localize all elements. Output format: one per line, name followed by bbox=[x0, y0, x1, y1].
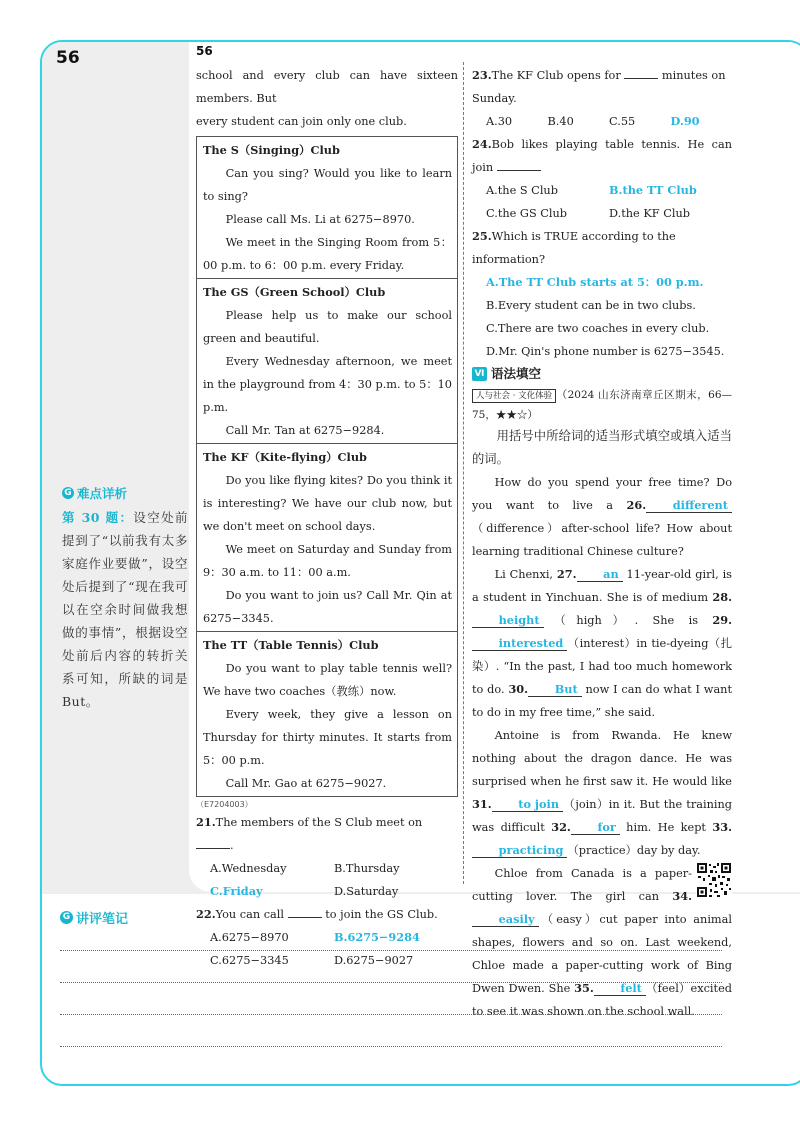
options bbox=[196, 926, 458, 972]
question-number: 23. bbox=[472, 68, 492, 82]
column-divider bbox=[463, 62, 464, 884]
page-number-small: 56 bbox=[196, 44, 213, 58]
question-number: 22. bbox=[196, 907, 216, 921]
club-heading: The S（Singing）Club bbox=[203, 143, 340, 157]
answer-30: But bbox=[528, 682, 582, 697]
question-text: You can call bbox=[215, 908, 285, 921]
club-line: We meet on Saturday and Sunday from 9：30 a.m. to 11：00 a.m. bbox=[203, 543, 452, 579]
passage-paragraph: Antoine is from Rwanda. He knew nothing about the dragon dance. He was surprised when he first saw it. He would like 31. to join （join）in it. But the training was difficult 32. for him. He kept 33.practicing （practice）day by day. bbox=[472, 729, 732, 857]
club-singing bbox=[197, 137, 457, 279]
question-number: 25. bbox=[472, 229, 492, 243]
section-icon: Ⅵ bbox=[472, 367, 487, 381]
club-line: Can you sing? Would you like to learn to sing? bbox=[203, 167, 452, 203]
answer-blank bbox=[624, 67, 658, 79]
question-text: The members of the S Club meet on bbox=[215, 816, 423, 829]
option-b-answer: B.6275−9284 bbox=[334, 930, 420, 944]
question-text: The KF Club opens for bbox=[491, 69, 621, 82]
answer-blank bbox=[196, 837, 230, 849]
section-heading bbox=[472, 363, 732, 385]
page-number: 56 bbox=[56, 48, 80, 68]
answer-29: interested bbox=[472, 636, 567, 651]
intro-line: school and every club can have sixteen members. But bbox=[196, 69, 458, 105]
answer-33: practicing bbox=[472, 843, 567, 858]
option-c: C.the GS Club bbox=[486, 207, 568, 220]
question-code: （E7204003） bbox=[196, 800, 253, 809]
option-c: C.6275−3345 bbox=[210, 954, 289, 967]
answer-31: to join bbox=[492, 797, 563, 812]
club-line: Please call Ms. Li at 6275−8970. bbox=[225, 213, 415, 226]
note-line bbox=[60, 950, 722, 951]
section-source bbox=[472, 385, 732, 425]
club-table-tennis bbox=[197, 632, 457, 796]
passage-paragraph: How do you spend your free time? Do you want to live a 26. different（difference）after-school life? How about learning traditional Chinese culture? bbox=[472, 476, 732, 558]
option-d: D.the KF Club bbox=[609, 207, 690, 220]
question-21 bbox=[196, 811, 458, 903]
notes-icon: G bbox=[60, 911, 73, 924]
question-23 bbox=[472, 64, 732, 133]
option-b: B.40 bbox=[547, 115, 574, 128]
question-text-end: minutes on Sunday. bbox=[472, 69, 726, 105]
option-d-answer: D.90 bbox=[670, 114, 700, 128]
club-heading: The KF（Kite-flying）Club bbox=[203, 450, 367, 464]
option-a: A.6275−8970 bbox=[210, 931, 289, 944]
club-line: Every week, they give a lesson on Thursday for thirty minutes. It starts from 5：00 p.m. bbox=[203, 708, 452, 767]
tip-text: 设空处前提到了“以前我有太多家庭作业要做”，设空处后提到了“现在我可以在空余时间做我想做的事情”，根据设空处前后内容的转折关系可知，所缺的词是 But。 bbox=[62, 510, 188, 709]
tip-title bbox=[62, 484, 188, 502]
club-kite-flying bbox=[197, 444, 457, 632]
question-25 bbox=[472, 225, 732, 363]
club-line: Do you want to join us? Call Mr. Qin at 6275−3345. bbox=[203, 589, 452, 625]
club-line: Please help us to make our school green and beautiful. bbox=[203, 309, 452, 345]
option-b: B.Every student can be in two clubs. bbox=[486, 299, 696, 312]
club-line: Do you like flying kites? Do you think it is interesting? We have our club now, but we don't meet on school days. bbox=[203, 474, 452, 533]
source-end: ） bbox=[527, 409, 538, 421]
option-a: A.Wednesday bbox=[210, 862, 287, 875]
option-a-answer: A.The TT Club starts at 5：00 p.m. bbox=[486, 275, 704, 289]
theme-tag: 人与社会 · 文化体验 bbox=[472, 389, 556, 403]
difficulty-stars: ★★☆ bbox=[495, 409, 528, 421]
difficulty-analysis bbox=[62, 484, 188, 713]
question-number: 24. bbox=[472, 137, 492, 151]
club-line: Do you want to play table tennis well? We have two coaches（教练）now. bbox=[203, 662, 452, 698]
answer-34: easily bbox=[472, 912, 539, 927]
note-line bbox=[60, 982, 722, 983]
option-b: B.Thursday bbox=[334, 862, 400, 875]
answer-27: an bbox=[577, 567, 623, 582]
options bbox=[472, 179, 732, 225]
section-instruction: 用括号中所给词的适当形式填空或填入适当的词。 bbox=[472, 429, 732, 466]
tip-title-text: 难点详析 bbox=[77, 486, 128, 501]
intro-line: every student can join only one club. bbox=[196, 115, 407, 128]
question-text-end: . bbox=[230, 839, 234, 852]
question-text: Bob likes playing table tennis. He can join bbox=[472, 138, 732, 174]
answer-32: for bbox=[571, 820, 620, 835]
notes-title bbox=[60, 908, 740, 927]
answer-35: felt bbox=[594, 981, 646, 996]
question-text: Which is TRUE according to the information? bbox=[472, 230, 676, 266]
option-c-answer: C.Friday bbox=[210, 884, 263, 898]
question-text-end: to join the GS Club. bbox=[325, 908, 438, 921]
club-heading: The GS（Green School）Club bbox=[203, 285, 386, 299]
tip-label: 第 30 题： bbox=[62, 510, 134, 525]
answer-26: different bbox=[646, 498, 732, 513]
answer-blank bbox=[497, 159, 541, 171]
note-line bbox=[60, 1014, 722, 1015]
club-line: Call Mr. Gao at 6275−9027. bbox=[225, 777, 387, 790]
notes-section bbox=[60, 908, 740, 927]
club-line: Call Mr. Tan at 6275−9284. bbox=[225, 424, 385, 437]
source-text: （2024 山东济南章丘区期末，66—75， bbox=[472, 389, 732, 421]
club-line: We meet in the Singing Room from 5：00 p.m. to 6：00 p.m. every Friday. bbox=[203, 236, 452, 272]
option-d: D.Saturday bbox=[334, 885, 399, 898]
section-title: 语法填空 bbox=[491, 366, 542, 381]
question-24 bbox=[472, 133, 732, 225]
option-c: C.There are two coaches in every club. bbox=[486, 322, 710, 335]
club-line: Every Wednesday afternoon, we meet in the playground from 4：30 p.m. to 5：10 p.m. bbox=[203, 355, 452, 414]
option-a: A.the S Club bbox=[486, 184, 558, 197]
option-a: A.30 bbox=[486, 115, 513, 128]
tip-body bbox=[62, 506, 188, 713]
club-notice-box bbox=[196, 136, 458, 797]
passage-paragraph: Li Chenxi, 27. an 11-year-old girl, is a student in Yinchuan. She is of medium 28.height （high）. She is 29.interested （interest）in tie-dyeing（扎染）. “In the past, I had too much homework to do. 30. But now I can do what I want to do in my free time,” she said. bbox=[472, 567, 732, 719]
question-number: 21. bbox=[196, 815, 216, 829]
notes-title-text: 讲评笔记 bbox=[76, 912, 129, 927]
option-d: D.6275−9027 bbox=[334, 954, 414, 967]
left-column bbox=[196, 64, 458, 972]
club-heading: The TT（Table Tennis）Club bbox=[203, 638, 379, 652]
passage-paragraph: Chloe from Canada is a paper-cutting lover. The girl can 34.easily （easy）cut paper into animal shapes, flowers and so on. Last weekend, Chloe made a paper-cutting work of Bing Dwen Dwen. She 35. felt （feel）excited to see it was shown on the school wall. bbox=[472, 862, 732, 1023]
answer-28: height bbox=[472, 613, 544, 628]
options bbox=[196, 857, 458, 903]
qr-code bbox=[696, 862, 732, 898]
club-green-school bbox=[197, 279, 457, 444]
note-line bbox=[60, 1046, 722, 1047]
option-d: D.Mr. Qin's phone number is 6275−3545. bbox=[486, 345, 725, 358]
tip-icon: G bbox=[62, 487, 74, 499]
right-column bbox=[472, 64, 732, 1023]
options bbox=[472, 110, 732, 133]
option-c: C.55 bbox=[609, 115, 636, 128]
option-b-answer: B.the TT Club bbox=[609, 183, 697, 197]
